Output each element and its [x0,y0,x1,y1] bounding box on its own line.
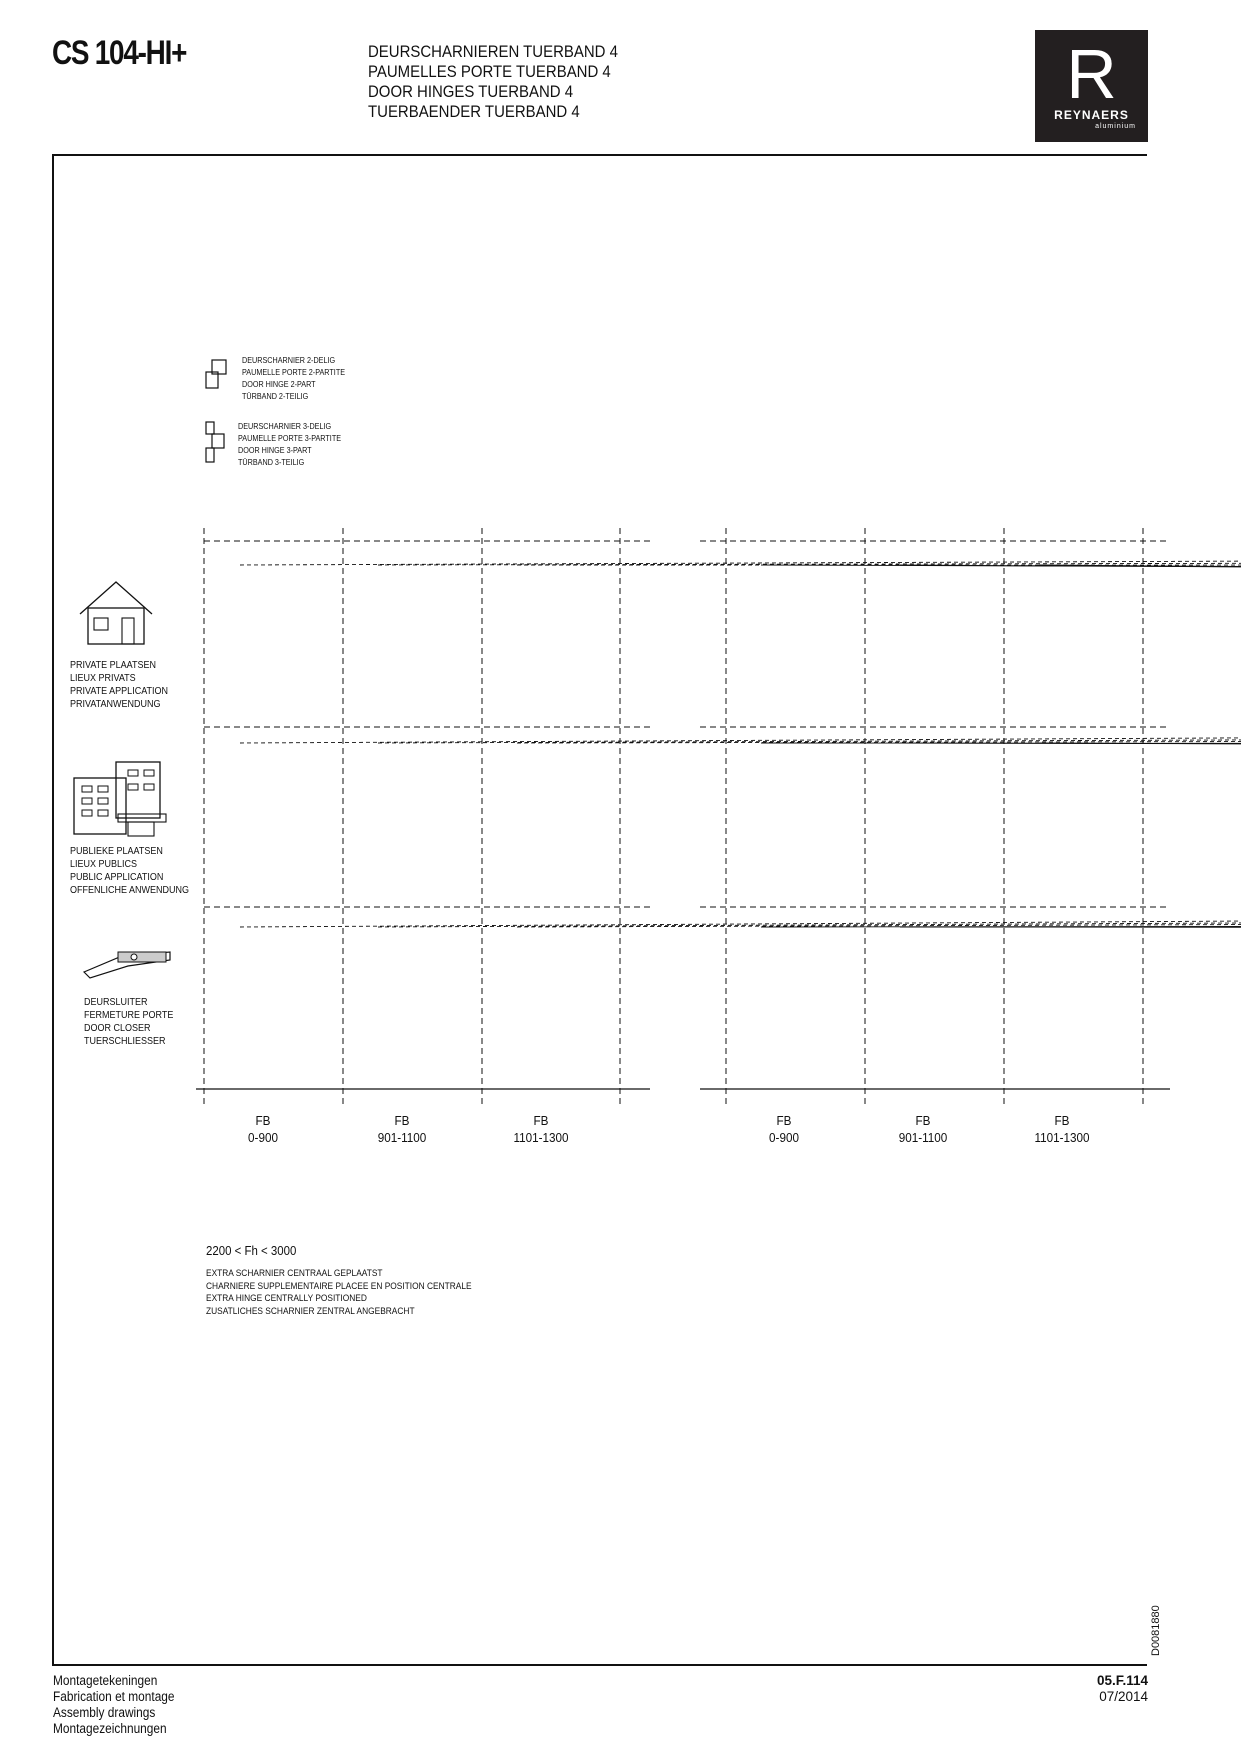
opening-lines [761,811,1241,1130]
opening-lines [743,743,1241,1130]
frame-top [52,154,1147,156]
opening-lines [240,520,1241,1130]
title-de: TUERBAENDER TUERBAND 4 [368,102,580,121]
opening-lines [565,565,1241,1130]
category-closer-label: DEURSLUITER FERMETURE PORTE DOOR CLOSER TUERSCHLIESSER [84,997,174,1047]
opening-lines [743,743,1241,1130]
legend-3-part: DEURSCHARNIER 3-DELIG PAUMELLE PORTE 3-PARTITE DOOR HINGE 3-PART TÜRBAND 3-TEILIG [238,421,342,467]
category-public-label: PUBLIEKE PLAATSEN LIEUX PUBLICS PUBLIC APPLICATION OFFENLICHE ANWENDUNG [70,846,190,896]
frame-bottom [52,1664,1147,1666]
opening-lines [900,927,1241,1130]
hinge-3-part-icon [204,420,234,468]
opening-lines [927,927,1241,1130]
footer-code-block [1000,1673,1148,1705]
category-private-label: PRIVATE PLAATSEN LIEUX PRIVATS PRIVATE APPLICATION PRIVATANWENDUNG [70,660,169,710]
sheet-date: 07/2014 [1099,1689,1148,1704]
column-label: FB 901-1100 [898,1113,948,1145]
opening-lines [517,565,1241,1130]
height-range-note: 2200 < Fh < 3000 [206,1243,297,1258]
logo-brand: REYNAERS [1054,108,1129,122]
legend-2-part: DEURSCHARNIER 2-DELIG PAUMELLE PORTE 2-PARTITE DOOR HINGE 2-PART TÜRBAND 2-TEILIG [242,355,346,401]
column-label: FB 1101-1300 [513,1113,569,1145]
document-id: D0081880 [1150,1605,1162,1656]
column-label: FB 0-900 [769,1113,799,1145]
document-titles [368,42,618,122]
opening-lines [517,567,1241,1130]
opening-lines [378,520,1241,1130]
opening-lines [240,520,1241,1130]
footer-categories: Montagetekeningen Fabrication et montage Assembly drawings Montagezeichnungen [53,1673,175,1736]
opening-lines [378,520,1241,1130]
title-fr: PAUMELLES PORTE TUERBAND 4 [368,62,611,81]
title-nl: DEURSCHARNIEREN TUERBAND 4 [368,42,618,61]
opening-lines [565,565,1241,1130]
column-label: FB 901-1100 [377,1113,427,1145]
logo-letter: R [1066,35,1117,113]
opening-lines [565,565,1241,1130]
title-en: DOOR HINGES TUERBAND 4 [368,82,574,101]
extra-hinge-note: EXTRA SCHARNIER CENTRAAL GEPLAATST CHARNIERE SUPPLEMENTAIRE PLACEE EN POSITION CENTRALE EXTRA HINGE CENTRALLY POSITIONED ZUSATLICHES SCHARNIER ZENTRAL ANGEBRACHT [206,1268,472,1317]
opening-lines [378,520,1241,1130]
sheet-code: 05.F.114 [1096,1673,1148,1688]
opening-lines [743,743,1241,1130]
reynaers-logo [1035,30,1148,142]
logo-sub: aluminium [1095,123,1136,130]
door-hinge-grid [0,520,1241,1130]
opening-lines [517,567,1241,1130]
opening-lines [240,520,1241,1130]
column-label: FB 0-900 [248,1113,278,1145]
product-title: CS 104-HI+ [52,34,187,72]
column-label: FB 1101-1300 [1034,1113,1090,1145]
hinge-2-part-icon [204,358,234,394]
